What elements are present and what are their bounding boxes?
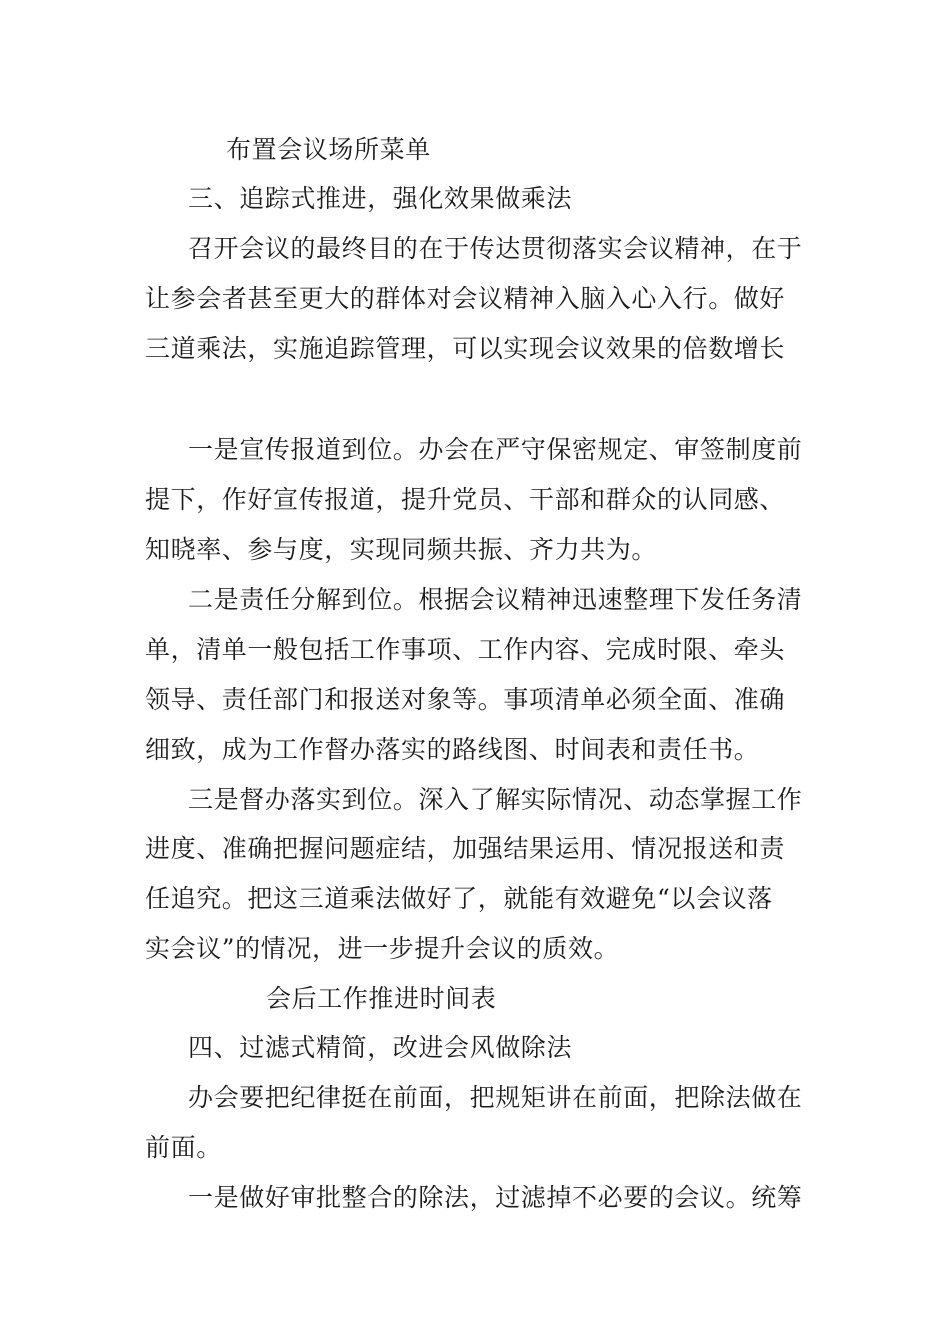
section-3-intro-line-2: 让参会者甚至更大的群体对会议精神入脑入心入行。做好 [145,284,786,313]
section-3-point-1-line-3: 知晓率、参与度，实现同频共振、齐力共为。 [145,535,658,564]
section-3-point-3-line-2: 进度、准确把握问题症结，加强结果运用、情况报送和责 [145,834,786,863]
section-4-intro-line-1: 办会要把纪律挺在前面，把规矩讲在前面，把除法做在 [188,1083,803,1112]
section-3-point-1-line-2: 提下，作好宣传报道，提升党员、干部和群众的认同感、 [145,485,786,514]
section-3-point-2-line-1: 二是责任分解到位。根据会议精神迅速整理下发任务清 [188,585,803,614]
section-3-heading: 三、追踪式推进，强化效果做乘法 [188,184,573,213]
section-3-point-2-line-3: 领导、责任部门和报送对象等。事项清单必须全面、准确 [145,685,786,714]
section-4-heading: 四、过滤式精简，改进会风做除法 [188,1033,573,1062]
section-4-point-1-line-1: 一是做好审批整合的除法，过滤掉不必要的会议。统筹 [188,1183,803,1212]
section-3-point-1-line-1: 一是宣传报道到位。办会在严守保密规定、审签制度前 [188,435,803,464]
section-3-point-2-line-2: 单，清单一般包括工作事项、工作内容、完成时限、牵头 [145,635,786,664]
section-3-point-2-line-4: 细致，成为工作督办落实的路线图、时间表和责任书。 [145,735,760,764]
section-3-point-3-line-3: 任追究。把这三道乘法做好了，就能有效避免“以会议落 [145,884,773,913]
figure-caption-schedule: 会后工作推进时间表 [266,984,497,1013]
section-3-intro-line-3: 三道乘法，实施追踪管理，可以实现会议效果的倍数增长 [145,334,786,363]
section-3-point-3-line-1: 三是督办落实到位。深入了解实际情况、动态掌握工作 [188,785,803,814]
section-3-intro-line-1: 召开会议的最终目的在于传达贯彻落实会议精神，在于 [188,234,803,263]
figure-caption-menu: 布置会议场所菜单 [226,135,431,164]
section-3-point-3-line-4: 实会议”的情况，进一步提升会议的质效。 [145,934,620,963]
section-4-intro-line-2: 前面。 [145,1133,222,1162]
